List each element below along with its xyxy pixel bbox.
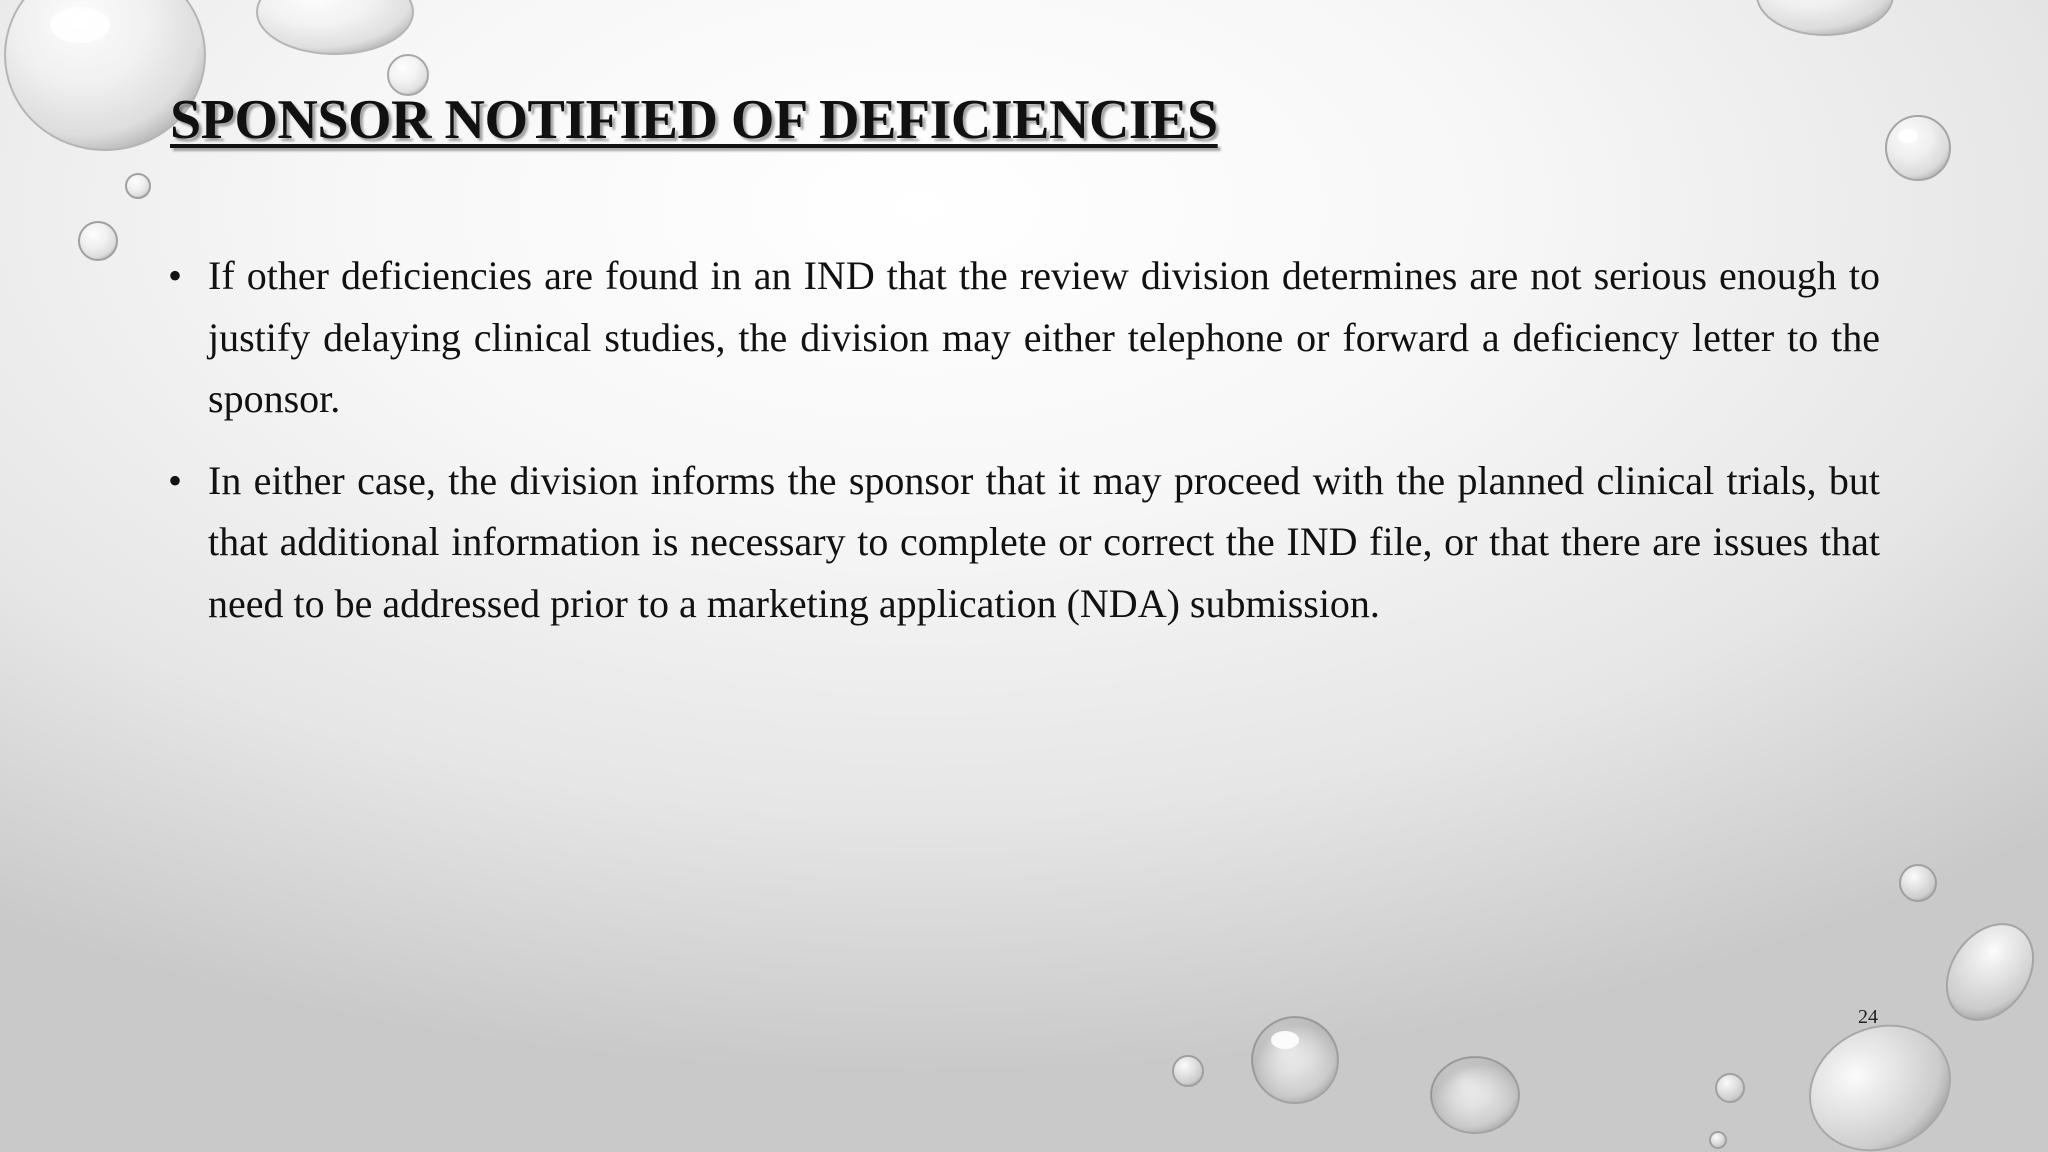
droplet-group-bottom-right (1710, 865, 2048, 1152)
droplet-group-bottom-center (1173, 1017, 1519, 1133)
bullet-marker: • (168, 253, 183, 298)
page-number: 24 (1858, 1006, 1878, 1028)
bullet-list (168, 245, 1880, 654)
droplet-group-top-right (1757, 0, 1950, 180)
slide-title: SPONSOR NOTIFIED OF DEFICIENCIES (170, 89, 1218, 151)
bullet-marker: • (168, 457, 183, 503)
bullet-item (168, 245, 1880, 430)
bullet-text: If other deficiencies are found in an IND that the review division determines are not serious enough to justify delaying clinical studies, the division may either telephone or forward a deficiency letter to the sponsor. (208, 253, 1880, 421)
bullet-text: In either case, the division informs the sponsor that it may proceed with the planned clinical trials, but that additional information is necessary to complete or correct the IND file, or that there are issues that need to be addressed prior to a marketing application (NDA) submission. (208, 457, 1880, 626)
bullet-item (168, 450, 1880, 635)
